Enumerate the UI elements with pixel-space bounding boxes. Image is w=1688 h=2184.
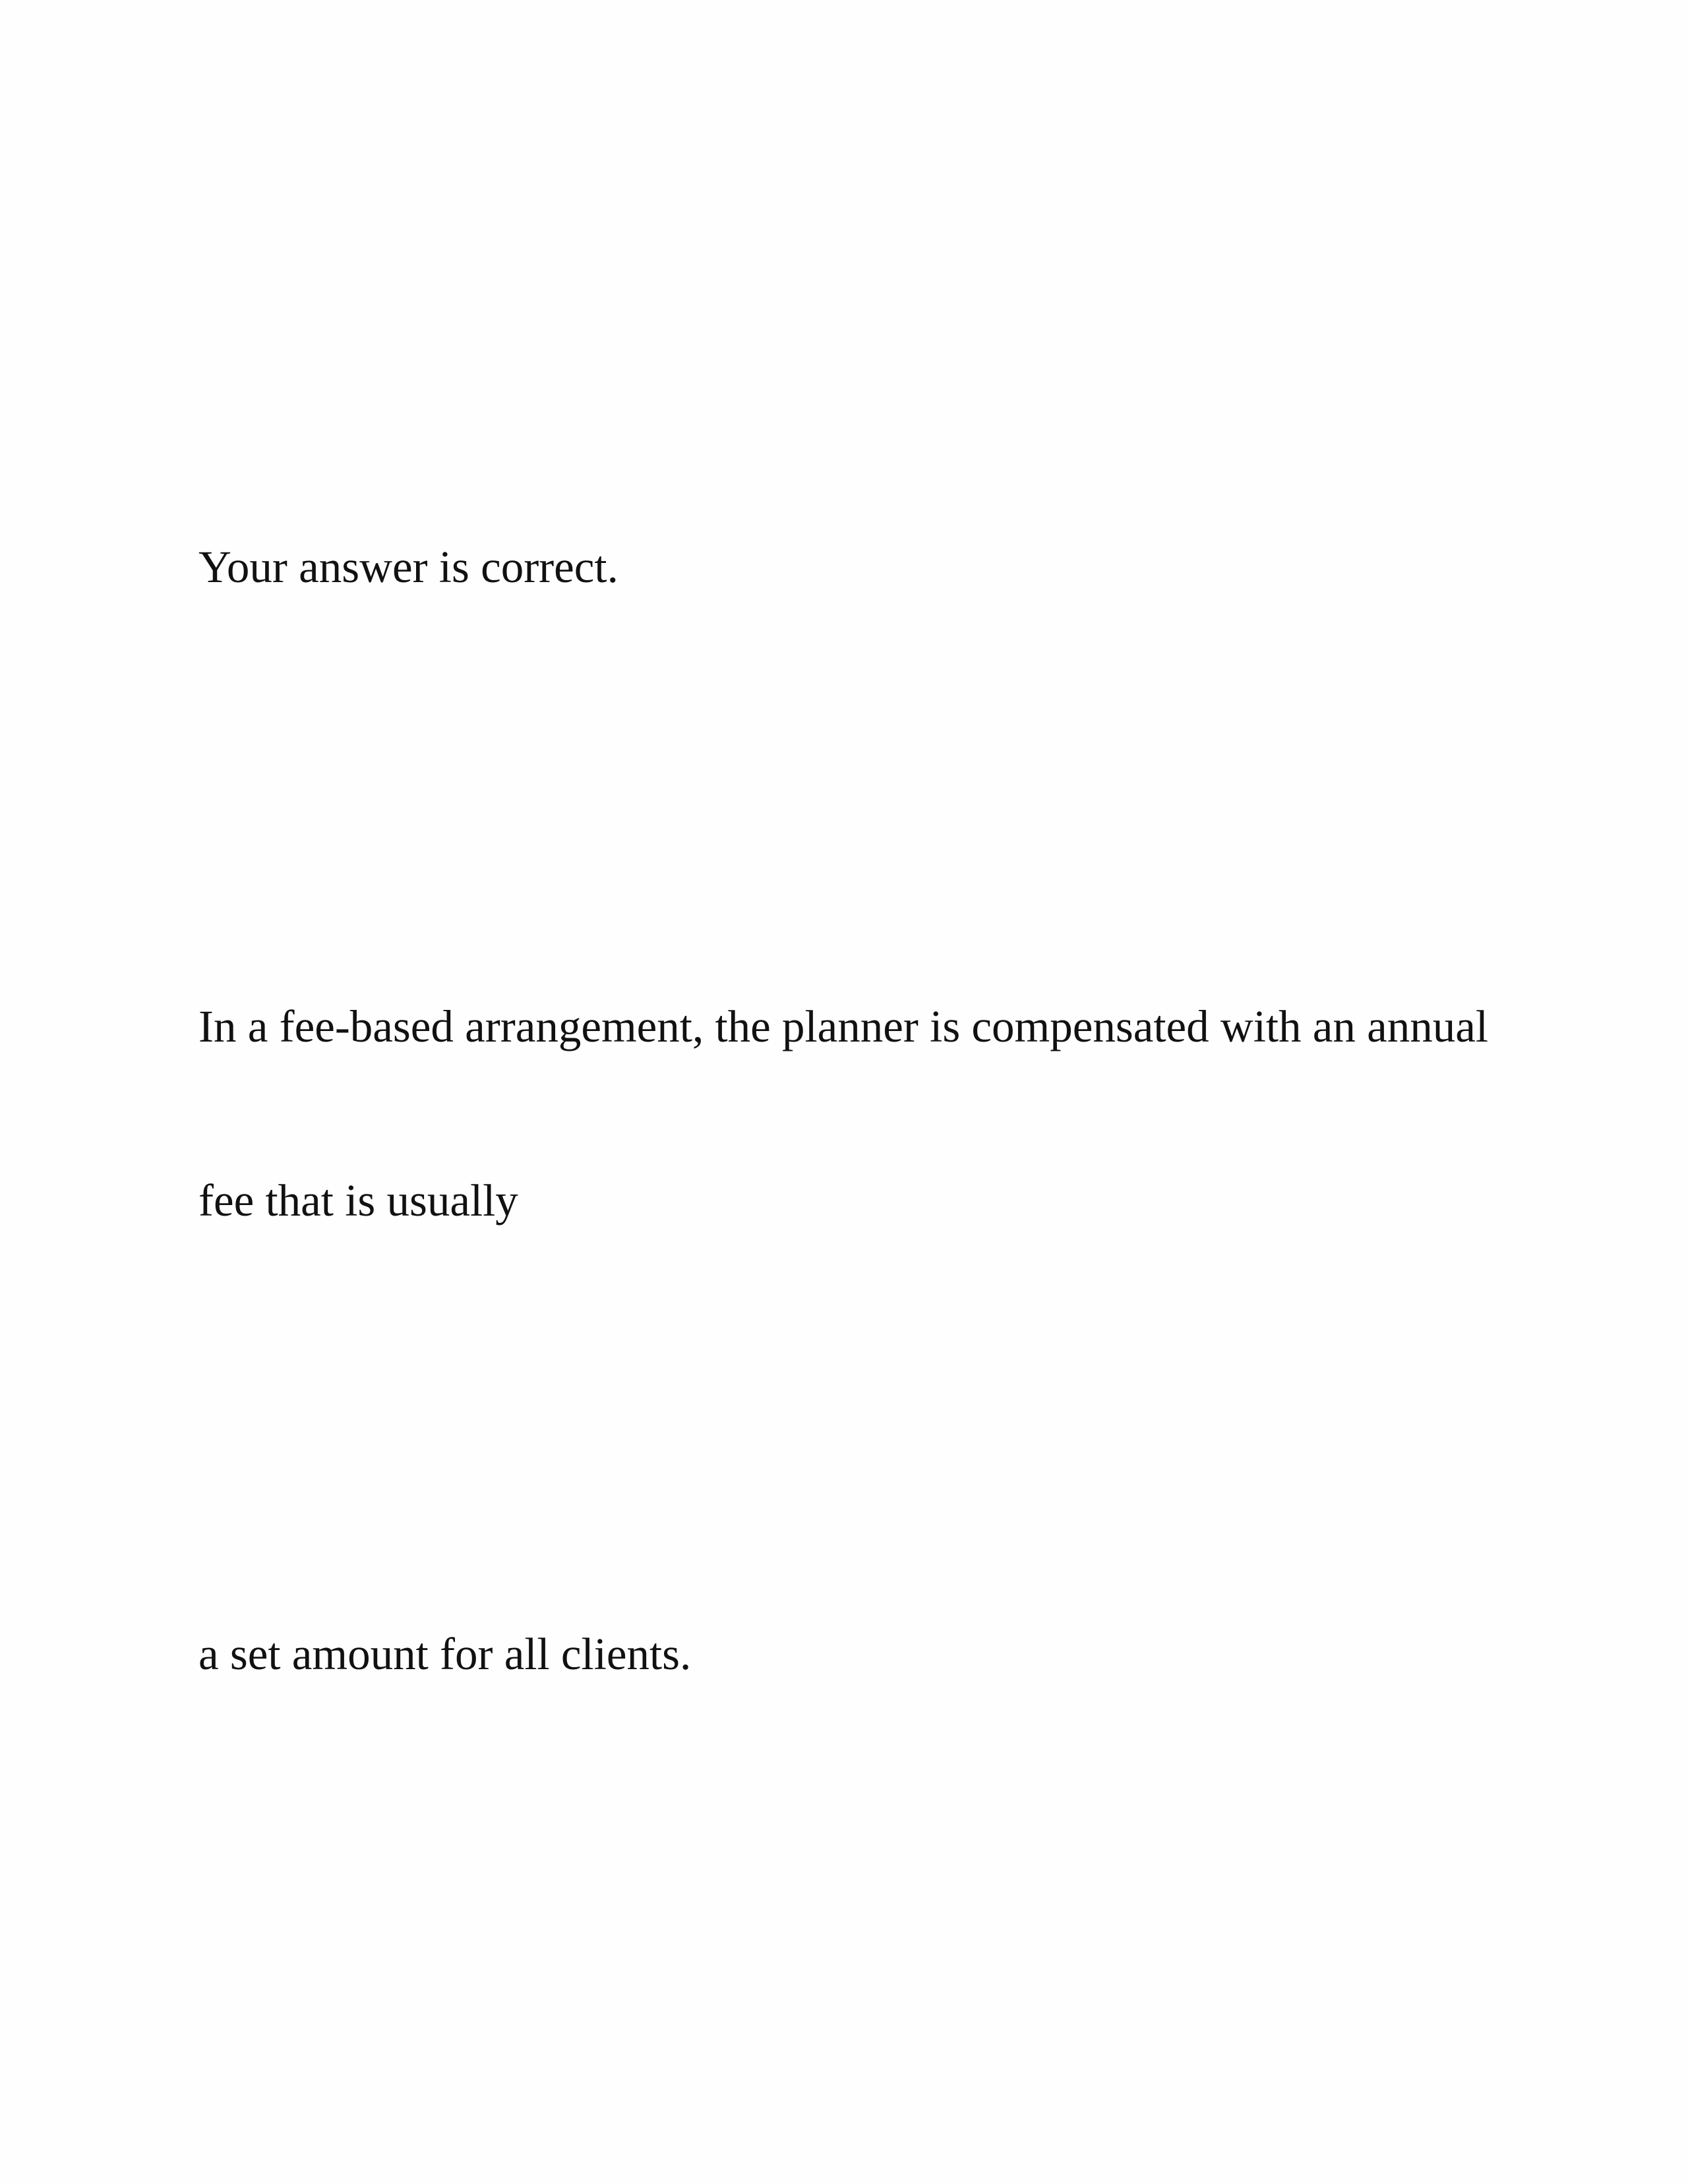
- selected-answer: a set amount for all clients.: [198, 1629, 692, 1679]
- feedback-message: Your answer is correct.: [198, 542, 618, 592]
- question-line-2: fee that is usually: [198, 1175, 518, 1225]
- question-line-1: In a fee-based arrangement, the planner is compensated with an annual: [198, 1001, 1489, 1051]
- question-text: [198, 881, 1517, 1345]
